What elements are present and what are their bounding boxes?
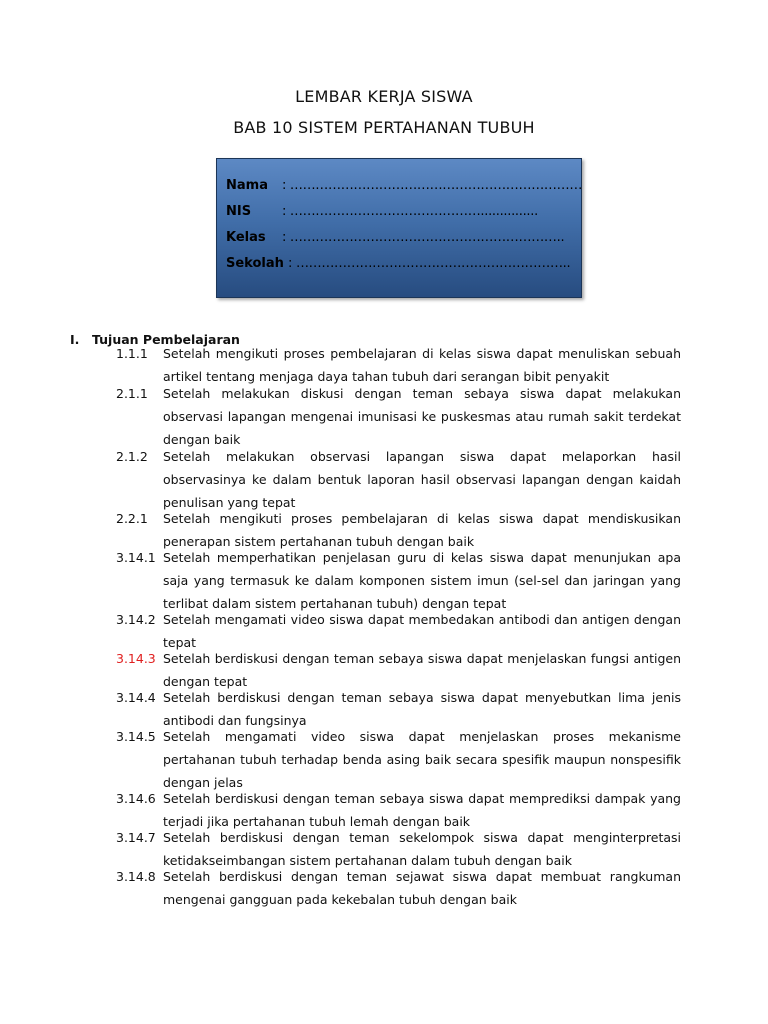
- objective-text: Setelah melakukan diskusi dengan teman sebaya siswa dapat melakukan observasi lapangan mengenai imunisasi ke puskesmas atau rumah sakit terdekat dengan baik: [163, 386, 681, 447]
- objective-text: Setelah berdiskusi dengan teman sejawat siswa dapat membuat rangkuman mengenai gangguan pada kekebalan tubuh dengan baik: [163, 869, 681, 907]
- identity-label: Sekolah: [226, 256, 284, 271]
- identity-row-nama: [226, 178, 582, 198]
- objective-text: Setelah berdiskusi dengan teman sebaya siswa dapat menyebutkan lima jenis antibodi dan fungsinya: [163, 690, 681, 728]
- section-number: I.: [70, 332, 80, 347]
- identity-blank-field[interactable]: : ………………………………………………………..: [288, 256, 571, 271]
- objective-number: 2.2.1: [116, 511, 148, 526]
- objective-text: Setelah melakukan observasi lapangan siswa dapat melaporkan hasil observasinya ke dalam bentuk laporan hasil observasi lapangan dengan kaidah penulisan yang tepat: [163, 449, 681, 510]
- objective-number: 3.14.4: [116, 690, 156, 705]
- objective-number: 2.1.1: [116, 386, 148, 401]
- objective-number: 1.1.1: [116, 346, 148, 361]
- objective-text: Setelah berdiskusi dengan teman sebaya siswa dapat memprediksi dampak yang terjadi jika pertahanan tubuh lemah dengan baik: [163, 791, 681, 829]
- identity-label: NIS: [226, 204, 252, 219]
- document-subtitle: BAB 10 SISTEM PERTAHANAN TUBUH: [233, 118, 535, 137]
- identity-blank-field[interactable]: : ………………………………………………………..: [282, 230, 565, 245]
- objective-number: 3.14.1: [116, 550, 156, 565]
- objective-number: 2.1.2: [116, 449, 148, 464]
- student-identity-box: [216, 158, 582, 298]
- objective-number: 3.14.5: [116, 729, 156, 744]
- objective-text: Setelah berdiskusi dengan teman sebaya siswa dapat menjelaskan fungsi antigen dengan tepat: [163, 651, 681, 689]
- objective-text: Setelah mengikuti proses pembelajaran di kelas siswa dapat menuliskan sebuah artikel tentang menjaga daya tahan tubuh dari serangan bibit penyakit: [163, 346, 681, 384]
- identity-row-kelas: [226, 230, 564, 250]
- identity-label: Kelas: [226, 230, 266, 245]
- objective-text: Setelah mengamati video siswa dapat membedakan antibodi dan antigen dengan tepat: [163, 612, 681, 650]
- identity-row-sekolah: [226, 256, 570, 276]
- identity-label: Nama: [226, 178, 268, 193]
- objective-text: Setelah berdiskusi dengan teman sekelompok siswa dapat menginterpretasi ketidakseimbangan sistem pertahanan dalam tubuh dengan baik: [163, 830, 681, 868]
- objective-number: 3.14.2: [116, 612, 156, 627]
- identity-blank-field[interactable]: : ………………………………………...............: [282, 204, 538, 219]
- identity-blank-field[interactable]: : ……………………………………………………………: [282, 178, 583, 193]
- objective-text: Setelah mengamati video siswa dapat menjelaskan proses mekanisme pertahanan tubuh terhadap benda asing baik secara spesifik maupun nonspesifik dengan jelas: [163, 729, 681, 790]
- objective-number: 3.14.8: [116, 869, 156, 884]
- objective-number-highlighted: 3.14.3: [116, 651, 156, 666]
- objective-number: 3.14.6: [116, 791, 156, 806]
- objective-text: Setelah mengikuti proses pembelajaran di kelas siswa dapat mendiskusikan penerapan sistem pertahanan tubuh dengan baik: [163, 511, 681, 549]
- identity-row-nis: [226, 204, 538, 224]
- section-title: Tujuan Pembelajaran: [92, 332, 240, 347]
- objective-text: Setelah memperhatikan penjelasan guru di kelas siswa dapat menunjukan apa saja yang termasuk ke dalam komponen sistem imun (sel-sel dan jaringan yang terlibat dalam sistem pertahanan tubuh) dengan tepat: [163, 550, 681, 611]
- document-title: LEMBAR KERJA SISWA: [295, 87, 473, 106]
- objective-number: 3.14.7: [116, 830, 156, 845]
